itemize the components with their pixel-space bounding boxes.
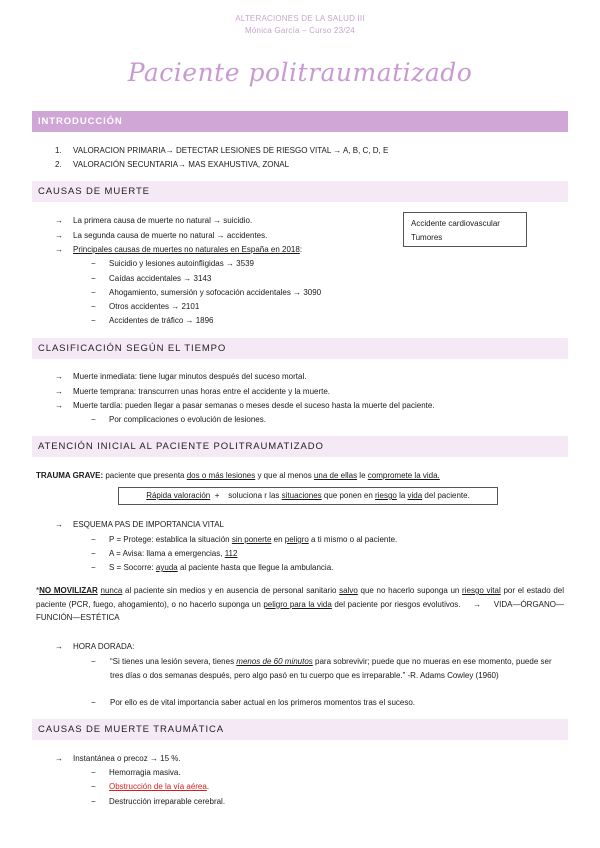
list-item: La primera causa de muerte no natural → suicidio. [73, 216, 253, 225]
list-item: HORA DORADA: [73, 642, 135, 651]
sub-item: Suicidio y lesiones autoinfligidas → 3539 [109, 259, 254, 268]
list-item: Principales causas de muertes no naturales en España en 2018: [73, 245, 303, 254]
author-line: Mónica García – Curso 23/24 [245, 26, 355, 35]
dash-icon: − [91, 535, 96, 544]
arrow-icon: → [55, 387, 63, 396]
sub-item: A = Avisa: llama a emergencias, 112 [109, 549, 238, 558]
dash-icon: − [91, 259, 96, 268]
list-number: 2. [55, 160, 62, 169]
dash-icon: − [91, 768, 96, 777]
sub-item: Hemorragia masiva. [109, 768, 181, 777]
sub-item: Otros accidentes → 2101 [109, 302, 200, 311]
list-item: VALORACION PRIMARIA→ DETECTAR LESIONES DE RIESGO VITAL → A, B, C, D, E [73, 146, 389, 155]
list-item: ESQUEMA PAS DE IMPORTANCIA VITAL [73, 520, 224, 529]
no-move-note: *NO MOVILIZAR nunca al paciente sin medios y en ausencia de personal sanitario salvo que no hacerlo suponga un riesgo vital por el estado del paciente (PCR, fuego, ahogamiento), o no hacerlo suponga un peligro para la vida del paciente por riesgos evolutivos. → VIDA—ÓRGANO—FUNCIÓN—ESTÉTICA [36, 586, 565, 622]
causes-box [403, 212, 527, 247]
dash-icon: − [91, 288, 96, 297]
list-item: Muerte temprana: transcurren unas horas entre el accidente y la muerte. [73, 387, 331, 396]
dash-icon: − [91, 316, 96, 325]
document-title: Paciente politraumatizado [127, 58, 473, 87]
course-header: ALTERACIONES DE LA SALUD III [235, 14, 365, 23]
trauma-definition: TRAUMA GRAVE: paciente que presenta dos o más lesiones y que al menos una de ellas le compromete la vida. [36, 471, 440, 480]
dash-icon: − [91, 657, 96, 666]
list-item: Instantánea o precoz → 15 %. [73, 754, 181, 763]
sub-item: Caídas accidentales → 3143 [109, 274, 212, 283]
list-item: La segunda causa de muerte no natural → accidentes. [73, 231, 268, 240]
dash-icon: − [91, 797, 96, 806]
sub-item: P = Protege: establica la situación sin ponerte en peligro a ti mismo o al paciente. [109, 535, 398, 544]
section-heading-initial: ATENCIÓN INICIAL AL PACIENTE POLITRAUMATIZADO [32, 436, 568, 457]
arrow-icon: → [55, 216, 63, 225]
section-heading-intro: INTRODUCCIÓN [32, 111, 568, 132]
arrow-icon: → [55, 372, 63, 381]
dash-icon: − [91, 274, 96, 283]
list-number: 1. [55, 146, 62, 155]
arrow-icon: → [55, 642, 63, 651]
sub-item: S = Socorre: ayuda al paciente hasta que llegue la ambulancia. [109, 563, 334, 572]
golden-hour-quote: “Si tienes una lesión severa, tienes menos de 60 minutos para sobrevivir; puede que no mueras en ese momento, puede ser tres días o dos semanas después, pero algo pasó en tu cuerpo que es irreparable.” -R. Adams Cowley (1960) [110, 657, 552, 680]
sub-item: Por ello es de vital importancia saber actual en los primeros momentos tras el suceso. [110, 698, 416, 707]
dash-icon: − [91, 698, 96, 707]
underlined-text: Principales causas de muertes no naturales en España en 2018 [73, 245, 300, 254]
list-item: Muerte tardía: pueden llegar a pasar semanas o meses desde el suceso hasta la muerte del paciente. [73, 401, 435, 410]
box-line: Tumores [411, 233, 443, 242]
dash-icon: − [91, 415, 96, 424]
box-line: Accidente cardiovascular [411, 219, 500, 228]
sub-item: Accidentes de tráfico → 1896 [109, 316, 214, 325]
sub-item: Obstrucción de la vía aérea. [109, 782, 210, 791]
arrow-icon: → [55, 231, 63, 240]
sub-item: Por complicaciones o evolución de lesiones. [109, 415, 266, 424]
sub-item: Ahogamiento, sumersión y sofocación accidentales → 3090 [109, 288, 322, 297]
arrow-icon: → [55, 245, 63, 254]
dash-icon: − [91, 563, 96, 572]
dash-icon: − [91, 549, 96, 558]
list-item: VALORACIÓN SECUNTARIA→ MAS EXAHUSTIVA, ZONAL [73, 160, 290, 169]
section-heading-classification: CLASIFICACIÓN SEGÚN EL TIEMPO [32, 338, 568, 359]
sub-item: Destrucción irreparable cerebral. [109, 797, 226, 806]
arrow-icon: → [55, 754, 63, 763]
dash-icon: − [91, 302, 96, 311]
arrow-icon: → [55, 520, 63, 529]
rapid-assessment-box: Rápida valoración + soluciona r las situaciones que ponen en riesgo la vida del paciente. [118, 487, 498, 505]
section-heading-traumatic: CAUSAS DE MUERTE TRAUMÁTICA [32, 719, 568, 740]
section-heading-causes: CAUSAS DE MUERTE [32, 181, 568, 202]
dash-icon: − [91, 782, 96, 791]
arrow-icon: → [55, 401, 63, 410]
list-item: Muerte inmediata: tiene lugar minutos después del suceso mortal. [73, 372, 307, 381]
